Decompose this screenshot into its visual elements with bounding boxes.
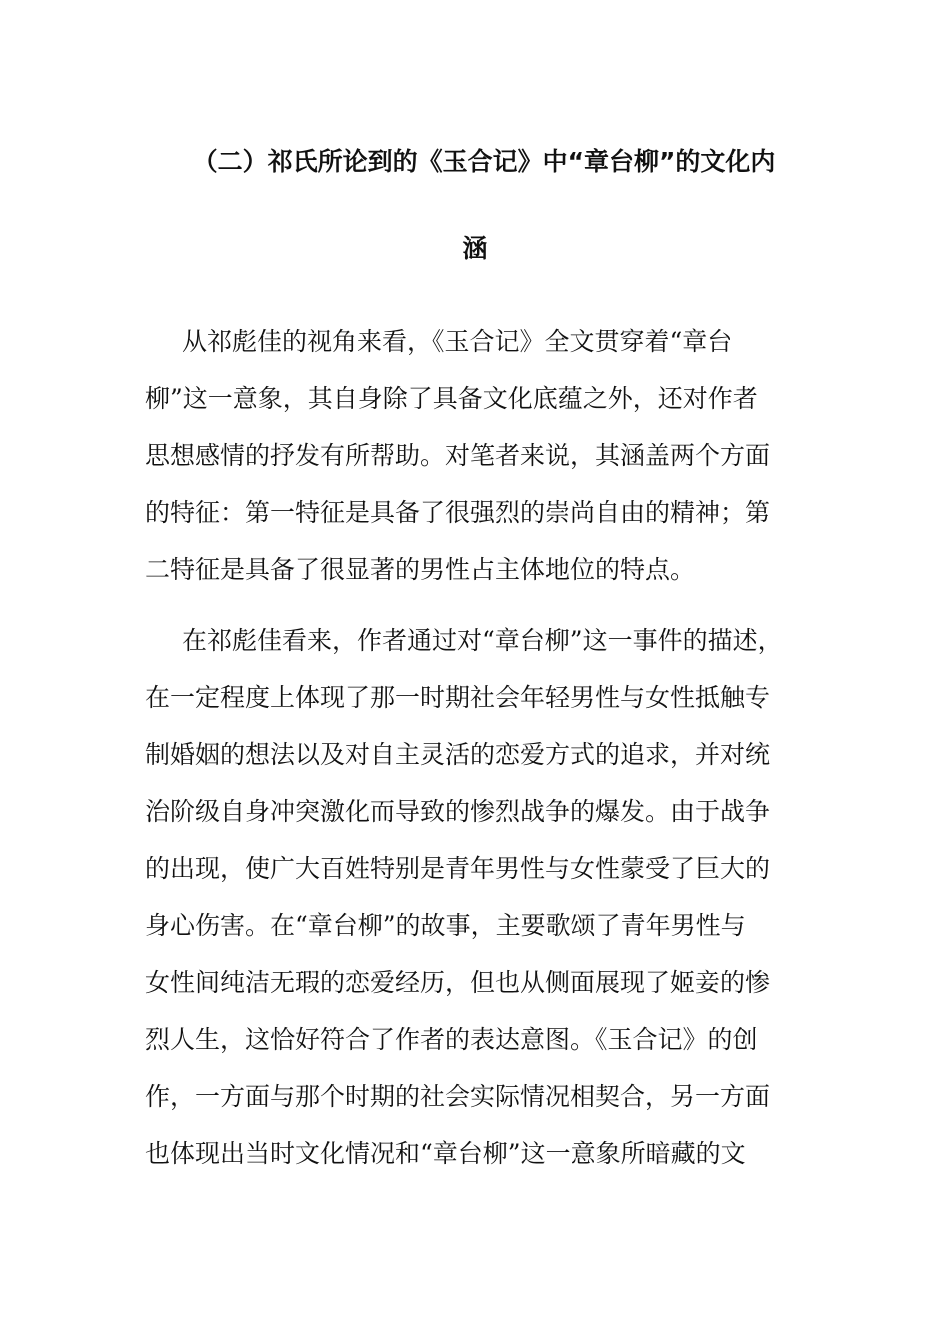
paragraph-2-line-4: 治阶级自身冲突激化而导致的惨烈战争的爆发。由于战争: [145, 797, 771, 826]
paragraph-2-line-5: 的出现，使广大百姓特别是青年男性与女性蒙受了巨大的: [145, 854, 771, 883]
paragraph-2-line-1: 在祁彪佳看来，作者通过对“章台柳”这一事件的描述，: [182, 626, 783, 655]
paragraph-2-line-7: 女性间纯洁无瑕的恋爱经历，但也从侧面展现了姬妾的惨: [145, 968, 771, 997]
paragraph-1-line-1: 从祁彪佳的视角来看，《玉合记》全文贯穿着“章台: [182, 327, 733, 356]
paragraph-2-line-3: 制婚姻的想法以及对自主灵活的恋爱方式的追求，并对统: [145, 740, 771, 769]
paragraph-2-line-2: 在一定程度上体现了那一时期社会年轻男性与女性抵触专: [145, 683, 771, 712]
paragraph-2-line-6: 身心伤害。在“章台柳”的故事，主要歌颂了青年男性与: [145, 911, 746, 940]
section-heading-line-2: 涵: [462, 234, 488, 263]
paragraph-2-line-9: 作，一方面与那个时期的社会实际情况相契合，另一方面: [145, 1082, 771, 1111]
paragraph-1-line-2: 柳”这一意象，其自身除了具备文化底蕴之外，还对作者: [145, 384, 758, 413]
paragraph-1-line-4: 的特征：第一特征是具备了很强烈的崇尚自由的精神；第: [145, 498, 771, 527]
paragraph-1-line-3: 思想感情的抒发有所帮助。对笔者来说，其涵盖两个方面: [145, 441, 771, 470]
paragraph-1-line-5: 二特征是具备了很显著的男性占主体地位的特点。: [145, 555, 696, 584]
paragraph-2-line-10: 也体现出当时文化情况和“章台柳”这一意象所暗藏的文: [145, 1139, 746, 1168]
paragraph-2-line-8: 烈人生，这恰好符合了作者的表达意图。《玉合记》的创: [145, 1025, 758, 1054]
section-heading-line-1: （二）祁氏所论到的《玉合记》中“章台柳”的文化内: [192, 147, 776, 176]
